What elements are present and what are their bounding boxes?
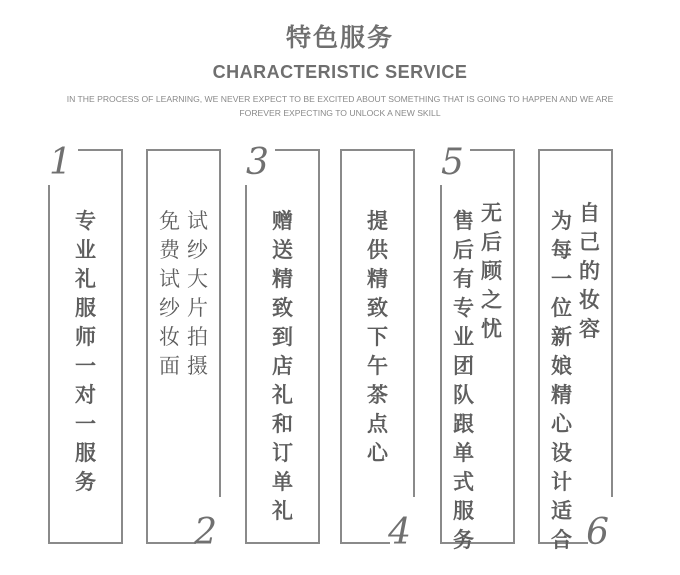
card-number: 4 bbox=[388, 512, 411, 553]
card-number: 1 bbox=[49, 142, 72, 183]
service-card-2 bbox=[146, 147, 221, 553]
description-line-1: IN THE PROCESS OF LEARNING, WE NEVER EXPECT TO BE EXCITED ABOUT SOMETHING THAT IS GOING TO HAPPEN AND WE ARE bbox=[66, 94, 614, 104]
service-card-5 bbox=[440, 142, 515, 552]
card-text-column: 专业礼服师一对一服务 bbox=[75, 209, 96, 494]
card-number: 5 bbox=[441, 142, 464, 183]
card-number: 2 bbox=[194, 512, 217, 553]
service-card-1 bbox=[48, 142, 123, 545]
description bbox=[40, 92, 640, 120]
card-text-column: 无后顾之忧 bbox=[481, 201, 502, 341]
card-text-column: 提供精致下午茶点心 bbox=[367, 209, 388, 465]
service-card-4 bbox=[340, 147, 415, 553]
card-text-column: 试纱大片拍摄 bbox=[187, 209, 208, 378]
service-card-6 bbox=[538, 147, 613, 553]
card-text-column: 免费试纱妆面 bbox=[159, 209, 180, 378]
page-subtitle: CHARACTERISTIC SERVICE bbox=[212, 62, 468, 82]
card-text-column: 赠送精致到店礼和订单礼 bbox=[272, 209, 293, 523]
card-text-column: 售后有专业团队跟单式服务 bbox=[453, 209, 474, 552]
page-title: 特色服务 bbox=[285, 23, 394, 52]
card-number: 3 bbox=[246, 142, 269, 183]
card-number: 6 bbox=[586, 512, 609, 553]
card-text-column: 为每一位新娘精心设计适合 bbox=[551, 209, 572, 552]
service-card-3 bbox=[245, 142, 320, 545]
description-line-2: FOREVER EXPECTING TO UNLOCK A NEW SKILL bbox=[239, 108, 441, 118]
card-text-column: 自己的妆容 bbox=[579, 201, 600, 341]
